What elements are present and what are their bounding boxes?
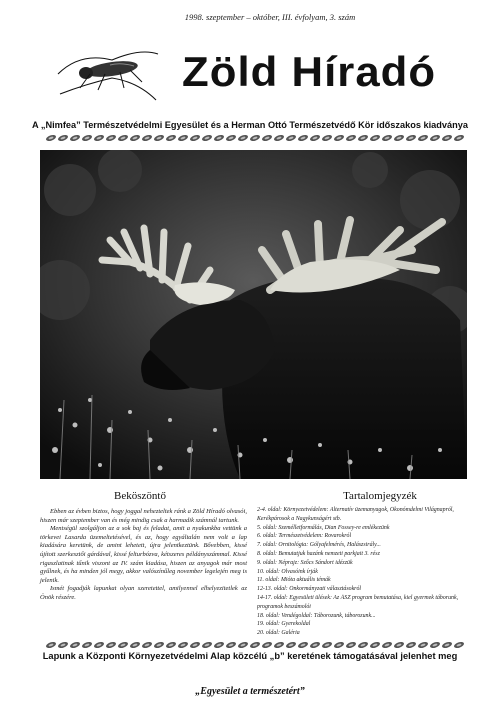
toc-item: 5. oldal: Személletformálás, Dian Fossey-re emlékezünk bbox=[257, 524, 390, 531]
toc-item: 18. oldal: Vendégoldal: Táborozunk, táborozunk... bbox=[257, 612, 376, 619]
intro-title: Beköszöntő bbox=[114, 490, 166, 502]
moose-photo bbox=[40, 150, 467, 479]
intro-paragraph: Mentségül szolgáljon az a sok baj és feladat, amit a nyakunkba vettünk a törkevei Lasarda üzemeltetésével, és az, hogy egyáltalán nem volt a lap kiadására keretünk, de amint lehetett, újra jelentkeztünk. Bővebben, kissé újított szerkesztői gárdával, kissé felturbózva, kétszeres példányszámmal. Kissé rigaszlatinak tűnik viszont az IV. szám kiadása, hiszen az anyagok már most gyűlnek, és ha minden jól megy, akkor valószínűleg november legelején meg is jelenik. bbox=[40, 525, 247, 584]
toc-item: 12-13. oldal: Önkormányzati választásokról bbox=[257, 586, 362, 593]
intro-paragraph: Ismét fogadják lapunkat olyan szeretettel, amilyennel elhelyezitetlek az Önök részére. bbox=[40, 585, 247, 601]
toc-item: 9. oldal: Néprajz: Szőcs Sándort idézzük bbox=[257, 559, 353, 566]
longhorn-beetle-icon bbox=[50, 44, 160, 104]
toc-item: 19. oldal: Gyerekoldal bbox=[257, 621, 311, 628]
publisher-subtitle: A „Nimfea” Természetvédelmi Egyesület és a Herman Ottó Természetvédő Kör időszakos kiadványa bbox=[32, 120, 468, 130]
toc-item: 2-4. oldal: Környezetvédelem: Alternatív üzemanyagok, Ökonómdelmi Világnapról, Kerékpárosok a Nagykunságért stb. bbox=[257, 507, 454, 522]
funding-note: Lapunk a Központi Környezetvédelmi Alap közcélú „b” keretének támogatásával jelenhet meg bbox=[42, 651, 458, 661]
issue-line: 1998. szeptember – október, III. évfolyam, 3. szám bbox=[184, 12, 356, 22]
toc-item: 10. oldal: Olvasóink írják bbox=[257, 568, 318, 575]
toc-item: 20. oldal: Galéria bbox=[257, 630, 300, 637]
toc-list bbox=[257, 506, 465, 638]
rope-divider-bottom bbox=[45, 641, 465, 649]
motto: „Egyesület a természetért” bbox=[195, 686, 305, 697]
rope-divider-top bbox=[45, 134, 465, 142]
toc-item: 6. oldal: Természetvédelem: Rovarokról bbox=[257, 533, 352, 540]
toc-item: 8. oldal: Bemutatjuk hazánk nemzeti parkjait 3. rész bbox=[257, 550, 380, 557]
toc-title: Tartalomjegyzék bbox=[343, 490, 417, 502]
intro-body bbox=[40, 508, 247, 603]
masthead-title: Zöld Híradó bbox=[182, 48, 437, 95]
intro-paragraph: Ebben az évben biztos, hogy joggal nehezteltek ránk a Zöld Híradó olvasói, hiszen már szeptember van és még mindig csak a harmadik számnál tartunk. bbox=[40, 508, 247, 524]
toc-item: 11. oldal: Mióta aktuális témák bbox=[257, 577, 331, 584]
toc-item: 14-17. oldal: Egyesületi ülések: Az ÁSZ program bemutatása, kiel gyermek táborunk, programok beszámolói bbox=[257, 594, 459, 610]
toc-item: 7. oldal: Ornitológia: Gólyafelmérés, Halászsirály... bbox=[257, 542, 381, 549]
